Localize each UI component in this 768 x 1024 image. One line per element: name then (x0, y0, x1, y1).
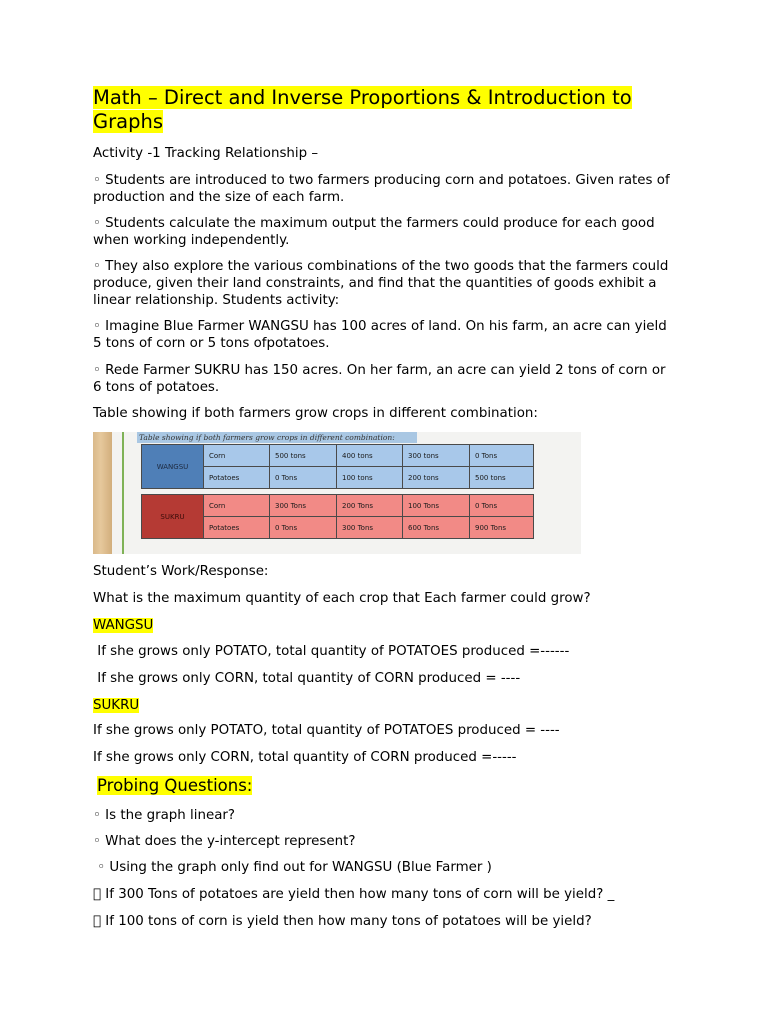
value-cell: 600 Tons (403, 517, 470, 539)
table-row (142, 445, 534, 467)
bullet-intro: ◦ Students are introduced to two farmers producing corn and potatoes. Given rates of production and the size of each farm. (93, 173, 670, 205)
crop-cell: Potatoes (204, 517, 270, 539)
bullet-explore: ◦ They also explore the various combinations of the two goods that the farmers could produce, given their land constraints, and find that the quantities of goods exhibit a linear relationship. Students activity: (93, 259, 669, 308)
activity-heading: Activity -1 Tracking Relationship – (93, 146, 319, 161)
margin-line (122, 432, 124, 554)
question-max: What is the maximum quantity of each crop that Each farmer could grow? (93, 591, 591, 606)
response-heading: Student’s Work/Response: (93, 564, 269, 579)
bullet-sukru: ◦ Rede Farmer SUKRU has 150 acres. On her farm, an acre can yield 2 tons of corn or 6 tons of potatoes. (93, 363, 666, 395)
value-cell: 100 tons (337, 467, 403, 489)
sukru-label-line (93, 697, 678, 714)
value-cell: 0 Tons (470, 495, 534, 517)
probing-question: ◦ What does the y-intercept represent? (93, 834, 356, 849)
value-cell: 500 tons (270, 445, 337, 467)
page-title (93, 86, 683, 134)
wangsu-corn-line: If she grows only CORN, total quantity of CORN produced = ---- (93, 671, 521, 686)
value-cell: 200 Tons (337, 495, 403, 517)
sukru-label: SUKRU (93, 698, 140, 713)
probing-heading: Probing Questions: (97, 776, 253, 795)
value-cell: 300 Tons (270, 495, 337, 517)
probing-question: ◦ Is the graph linear? (93, 808, 236, 823)
figure-caption: Table showing if both farmers grow crops in different combination: (137, 432, 417, 443)
value-cell: 400 tons (337, 445, 403, 467)
wangsu-table (141, 444, 534, 489)
bullet-wangsu: ◦ Imagine Blue Farmer WANGSU has 100 acres of land. On his farm, an acre can yield 5 tons of corn or 5 tons ofpotatoes. (93, 319, 667, 351)
value-cell: 0 Tons (470, 445, 534, 467)
value-cell: 200 tons (403, 467, 470, 489)
wood-texture (93, 432, 112, 554)
value-cell: 0 Tons (270, 517, 337, 539)
crop-cell: Corn (204, 445, 270, 467)
value-cell: 0 Tons (270, 467, 337, 489)
sukru-table (141, 494, 534, 539)
bullet-calculate: ◦ Students calculate the maximum output the farmers could produce for each good when working independently. (93, 216, 655, 248)
probing-question: If 300 Tons of potatoes are yield then how many tons of corn will be yield? _ (93, 887, 602, 902)
table-intro: Table showing if both farmers grow crops in different combination: (93, 406, 538, 421)
wangsu-name: WANGSU (142, 445, 204, 489)
sukru-corn-line: If she grows only CORN, total quantity of CORN produced =----- (93, 750, 517, 765)
value-cell: 900 Tons (470, 517, 534, 539)
value-cell: 100 Tons (403, 495, 470, 517)
crop-cell: Corn (204, 495, 270, 517)
wangsu-label: WANGSU (93, 618, 154, 633)
sukru-name: SUKRU (142, 495, 204, 539)
table-row (142, 495, 534, 517)
value-cell: 500 tons (470, 467, 534, 489)
wangsu-label-line (93, 617, 678, 634)
crop-cell: Potatoes (204, 467, 270, 489)
value-cell: 300 Tons (337, 517, 403, 539)
probing-question: ◦ Using the graph only find out for WANGSU (Blue Farmer ) (93, 860, 492, 875)
wangsu-potato-line: If she grows only POTATO, total quantity of POTATOES produced =------ (93, 644, 570, 659)
probing-question: If 100 tons of corn is yield then how many tons of potatoes will be yield? (93, 914, 580, 929)
title-highlight: Math – Direct and Inverse Proportions & Introduction to Graphs (93, 86, 632, 133)
production-table-image (93, 432, 581, 554)
probing-heading-line (97, 776, 682, 796)
sukru-potato-line: If she grows only POTATO, total quantity of POTATOES produced = ---- (93, 723, 560, 738)
value-cell: 300 tons (403, 445, 470, 467)
